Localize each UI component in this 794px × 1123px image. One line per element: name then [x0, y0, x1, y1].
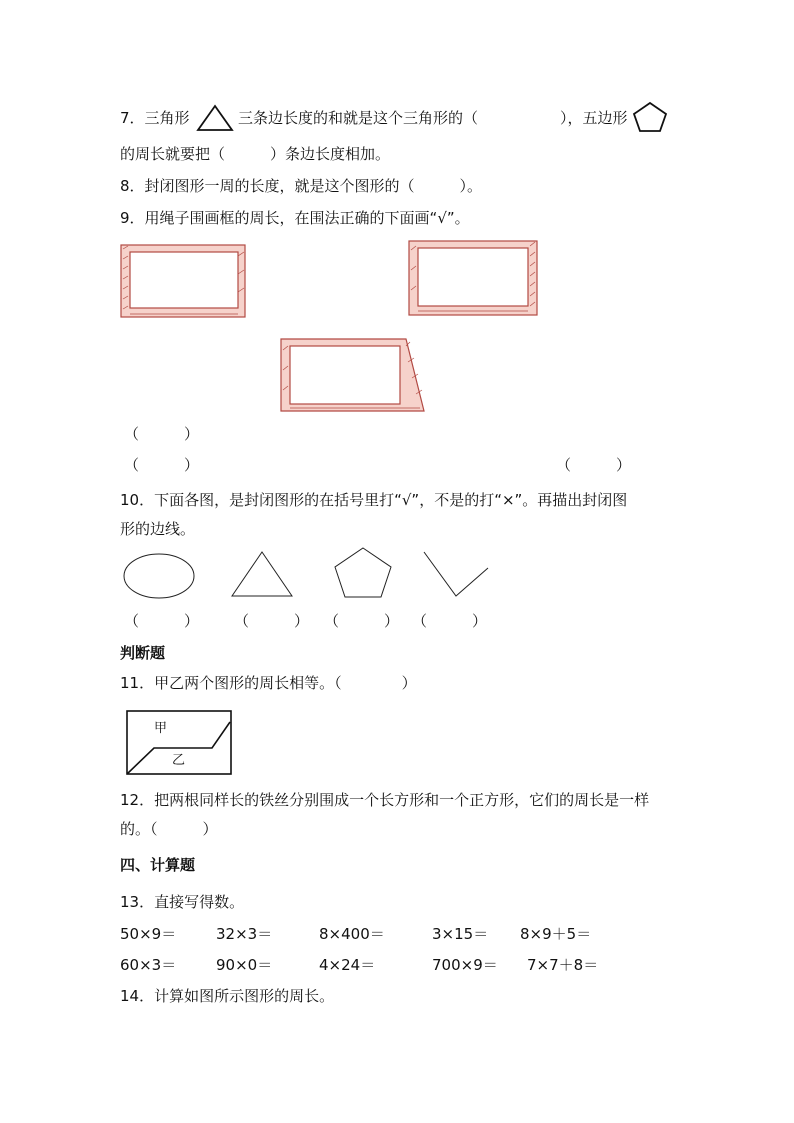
q9-paren-b[interactable]: （ ） — [124, 456, 200, 474]
q9-paren-c[interactable]: （ ） — [556, 456, 632, 474]
pentagon-icon — [632, 100, 668, 134]
calc-item: 32×3＝ — [216, 925, 273, 943]
q11-text: 11．甲乙两个图形的周长相等。（ ） — [120, 674, 417, 692]
picture-frame-b — [408, 240, 538, 316]
q7-text-part1: 7．三角形 — [120, 109, 190, 127]
q9-paren-a[interactable]: （ ） — [124, 425, 200, 443]
q7-line2: 的周长就要把（ ）条边长度相加。 — [120, 145, 391, 163]
q13-text: 13．直接写得数。 — [120, 893, 245, 911]
q8-text: 8．封闭图形一周的长度，就是这个图形的（ ）。 — [120, 177, 483, 195]
picture-frame-c — [280, 338, 426, 412]
q10-paren-2[interactable]: （ ） — [234, 612, 310, 630]
q9-text: 9．用绳子围画框的周长，在围法正确的下面画“√”。 — [120, 209, 470, 227]
calc-item: 8×400＝ — [319, 925, 385, 943]
q10-line2: 形的边线。 — [120, 520, 196, 538]
triangle-shape — [230, 550, 294, 600]
q10-paren-1[interactable]: （ ） — [124, 612, 200, 630]
calc-item: 50×9＝ — [120, 925, 177, 943]
q7-text-part3: ），五边形 — [560, 109, 628, 127]
q10-line1: 10．下面各图，是封闭图形的在括号里打“√”，不是的打“×”。再描出封闭图 — [120, 491, 628, 509]
q14-text: 14．计算如图所示图形的周长。 — [120, 987, 335, 1005]
picture-frame-a — [120, 244, 246, 318]
q10-paren-4[interactable]: （ ） — [412, 612, 488, 630]
ellipse-shape — [122, 552, 196, 600]
q7-text-part2: 三条边长度的和就是这个三角形的（ — [238, 109, 479, 127]
q10-paren-3[interactable]: （ ） — [324, 612, 400, 630]
label-jia: 甲 — [154, 721, 168, 736]
q12-line1: 12．把两根同样长的铁丝分别围成一个长方形和一个正方形，它们的周长是一样 — [120, 791, 650, 809]
calc-item: 7×7＋8＝ — [527, 956, 599, 974]
calc-item: 8×9＋5＝ — [520, 925, 592, 943]
section-heading-calc: 四、计算题 — [120, 856, 196, 874]
section-heading-judge: 判断题 — [120, 644, 166, 662]
q12-line2: 的。（ ） — [120, 820, 218, 838]
calc-item: 3×15＝ — [432, 925, 489, 943]
calc-item: 90×0＝ — [216, 956, 273, 974]
calc-item: 60×3＝ — [120, 956, 177, 974]
label-yi: 乙 — [172, 753, 186, 768]
open-angle-shape — [422, 550, 492, 600]
triangle-icon — [196, 104, 234, 132]
pentagon-shape — [332, 546, 394, 600]
calc-item: 4×24＝ — [319, 956, 376, 974]
calc-item: 700×9＝ — [432, 956, 498, 974]
